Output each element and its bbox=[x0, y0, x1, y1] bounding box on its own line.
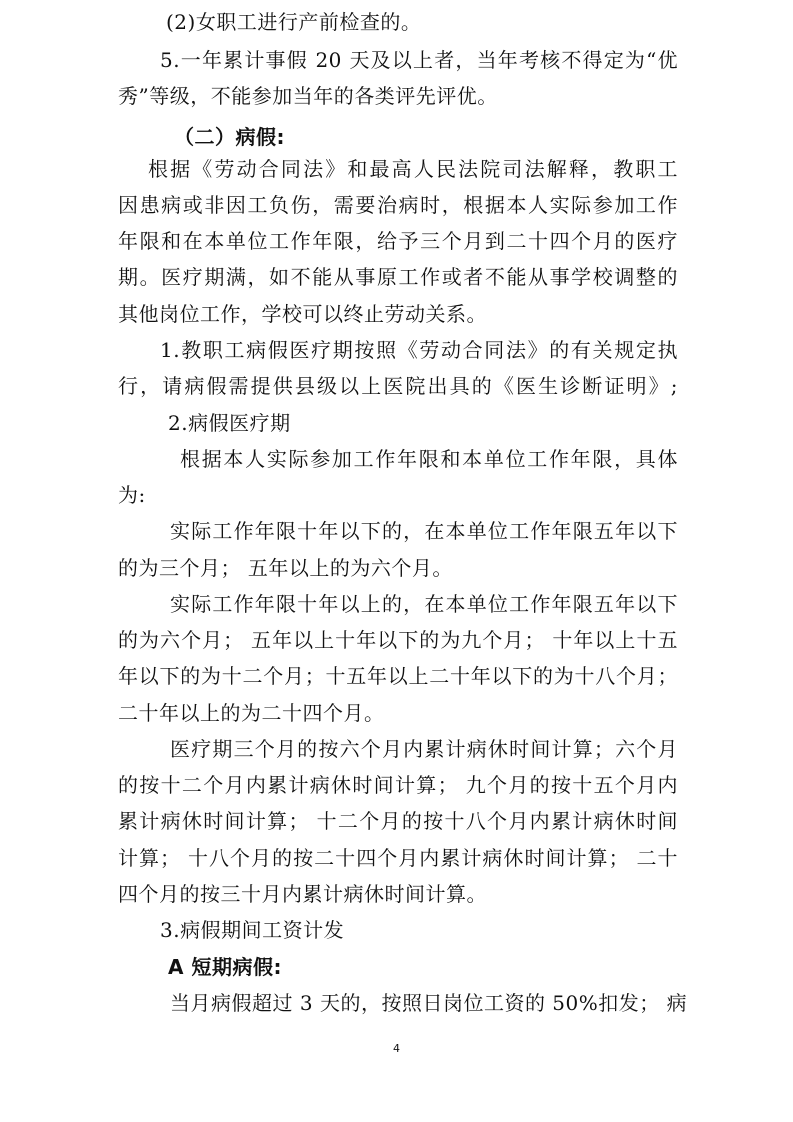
text-line: 为: bbox=[118, 483, 146, 507]
text-line: 的按十二个月内累计病休时间计算； 九个月的按十五个月内 bbox=[118, 773, 678, 797]
text-line: 1.教职工病假医疗期按照《劳动合同法》的有关规定执 bbox=[160, 338, 678, 362]
text-line: 医疗期三个月的按六个月内累计病休时间计算；六个月 bbox=[170, 737, 678, 761]
text-line: 计算； 十八个月的按二十四个月内累计病休时间计算； 二十 bbox=[118, 846, 678, 870]
text-line: 5.一年累计事假 20 天及以上者，当年考核不得定为“优 bbox=[160, 48, 678, 72]
text-line: 根据本人实际参加工作年限和本单位工作年限，具体 bbox=[180, 447, 678, 471]
text-line: 实际工作年限十年以上的，在本单位工作年限五年以下 bbox=[170, 592, 678, 616]
text-line: 四个月的按三十月内累计病休时间计算。 bbox=[118, 882, 487, 906]
text-line: 的为六个月； 五年以上十年以下的为九个月； 十年以上十五 bbox=[118, 628, 678, 652]
text-line: 当月病假超过 3 天的，按照日岗位工资的 50%扣发； 病 bbox=[170, 991, 688, 1015]
text-line: 二十年以上的为二十四个月。 bbox=[118, 701, 385, 725]
text-line: (2)女职工进行产前检查的。 bbox=[166, 10, 422, 34]
text-line: 其他岗位工作，学校可以终止劳动关系。 bbox=[118, 302, 487, 326]
text-line: 因患病或非因工负伤，需要治病时，根据本人实际参加工作 bbox=[118, 193, 678, 217]
section-heading: （二）病假: bbox=[174, 125, 285, 149]
section-heading: A 短期病假: bbox=[168, 955, 282, 979]
text-line: 秀”等级，不能参加当年的各类评先评优。 bbox=[118, 84, 498, 108]
text-line: 2.病假医疗期 bbox=[168, 411, 291, 435]
text-line: 的为三个月； 五年以上的为六个月。 bbox=[118, 556, 453, 580]
page-number: 4 bbox=[393, 1042, 400, 1055]
text-line: 行，请病假需提供县级以上医院出具的《医生诊断证明》; bbox=[118, 374, 678, 398]
text-line: 3.病假期间工资计发 bbox=[160, 918, 345, 942]
text-line: 根据《劳动合同法》和最高人民法院司法解释，教职工 bbox=[148, 157, 678, 181]
text-line: 年以下的为十二个月；十五年以上二十年以下的为十八个月； bbox=[118, 664, 678, 688]
text-line: 实际工作年限十年以下的，在本单位工作年限五年以下 bbox=[170, 519, 678, 543]
text-line: 累计病休时间计算； 十二个月的按十八个月内累计病休时间 bbox=[118, 809, 678, 833]
text-line: 年限和在本单位工作年限，给予三个月到二十四个月的医疗 bbox=[118, 229, 678, 253]
text-line: 期。医疗期满，如不能从事原工作或者不能从事学校调整的 bbox=[118, 265, 678, 289]
